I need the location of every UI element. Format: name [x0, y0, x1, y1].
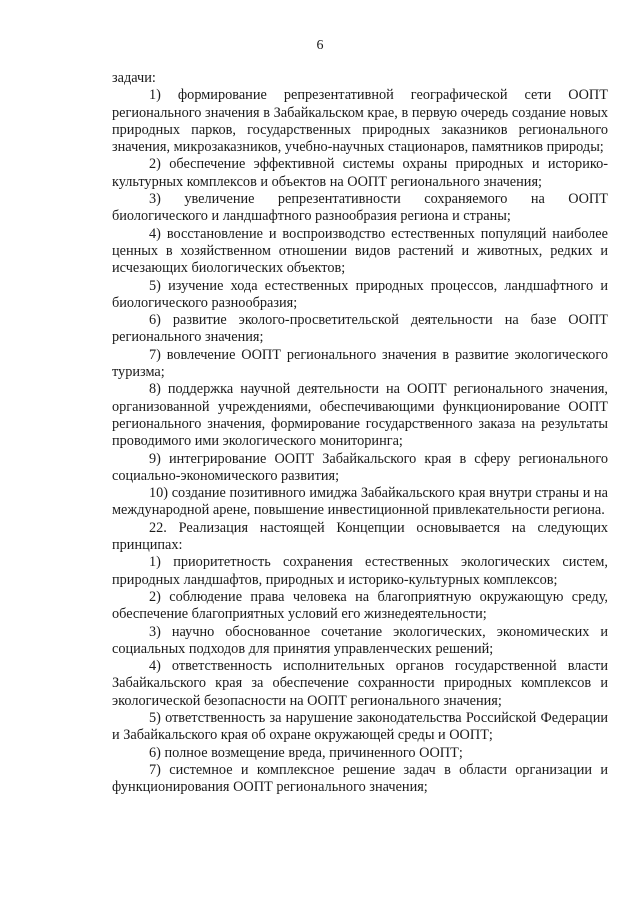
tasks-lead: задачи: [112, 70, 156, 86]
task-item-5: 5) изучение хода естественных природных процессов, ландшафтного и биологического разнообразия; [112, 277, 608, 311]
task-item-4: 4) восстановление и воспроизводство естественных популяций наиболее ценных в хозяйственном отношении видов растений и животных, редких и исчезающих биологических объектов; [112, 225, 608, 277]
task-item-8: 8) поддержка научной деятельности на ООПТ регионального значения, организованной учреждениями, обеспечивающими функционирование ООПТ регионального значения, формирование государственного заказа на результаты проводимого ими экологического мониторинга; [112, 381, 608, 450]
task-item-10: 10) создание позитивного имиджа Забайкальского края внутри страны и на международной арене, повышение инвестиционной привлекательности региона. [112, 485, 608, 519]
principle-item-5: 5) ответственность за нарушение законодательства Российской Федерации и Забайкальского края об охране окружающей среды и ООПТ; [112, 709, 608, 744]
document-body [112, 70, 608, 796]
task-item-3: 3) увеличение репрезентативности сохраняемого на ООПТ биологического и ландшафтного разнообразия региона и страны; [112, 191, 608, 225]
task-item-1: 1) формирование репрезентативной географической сети ООПТ регионального значения в Забайкальском крае, в первую очередь создание новых природных парков, государственных природных заказников регионального значения, микрозаказников, учебно-научных стационаров, памятников природы; [112, 87, 608, 156]
section-22-heading: 22. Реализация настоящей Концепции основывается на следующих принципах: [112, 519, 608, 554]
task-item-7: 7) вовлечение ООПТ регионального значения в развитие экологического туризма; [112, 346, 608, 381]
principle-item-1: 1) приоритетность сохранения естественных экологических систем, природных ландшафтов, природных и историко-культурных комплексов; [112, 554, 608, 588]
principle-item-6: 6) полное возмещение вреда, причиненного ООПТ; [149, 744, 463, 761]
task-item-2: 2) обеспечение эффективной системы охраны природных и историко-культурных комплексов и объектов на ООПТ регионального значения; [112, 156, 608, 190]
principle-item-2: 2) соблюдение права человека на благоприятную окружающую среду, обеспечение благоприятных условий его жизнедеятельности; [112, 588, 608, 623]
task-item-6: 6) развитие эколого-просветительской деятельности на базе ООПТ регионального значения; [112, 312, 608, 346]
principle-item-4: 4) ответственность исполнительных органов государственной власти Забайкальского края за обеспечение сохранности природных комплексов и экологической безопасности на ООПТ регионального значения; [112, 658, 608, 709]
principle-item-7: 7) системное и комплексное решение задач в области организации и функционирования ООПТ регионального значения; [112, 761, 608, 796]
page-number: 6 [316, 38, 324, 53]
task-item-9: 9) интегрирование ООПТ Забайкальского края в сферу регионального социально-экономического развития; [112, 450, 608, 484]
principle-item-3: 3) научно обоснованное сочетание экологических, экономических и социальных подходов для принятия управленческих решений; [112, 623, 608, 657]
